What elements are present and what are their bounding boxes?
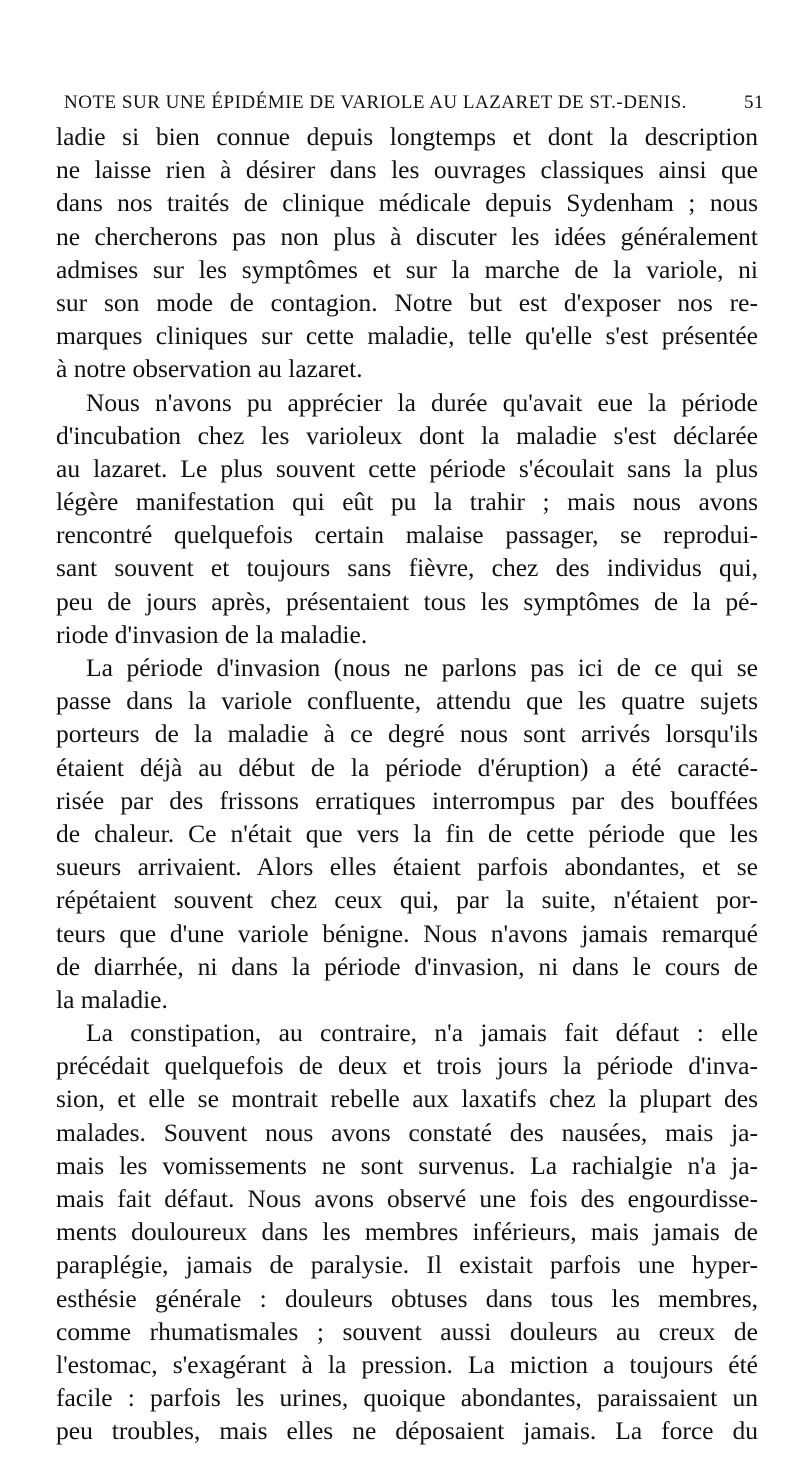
- text-line: sueurs arrivaient. Alors elles étaient parfois abondantes, et se: [56, 852, 758, 882]
- text-line: La constipation, au contraire, n'a jamais fait défaut : elle: [86, 1018, 758, 1048]
- text-line: ments douloureux dans les membres inférieurs, mais jamais de: [56, 1217, 758, 1247]
- text-line: au lazaret. Le plus souvent cette période s'écoulait sans la plus: [56, 453, 758, 483]
- text-line: étaient déjà au début de la période d'éruption) a été caracté-: [56, 752, 758, 782]
- text-line: d'incubation chez les varioleux dont la maladie s'est déclarée: [56, 420, 758, 450]
- text-line: ne laisse rien à désirer dans les ouvrages classiques ainsi que: [56, 155, 758, 185]
- text-line: admises sur les symptômes et sur la marche de la variole, ni: [56, 254, 758, 284]
- text-line: esthésie générale : douleurs obtuses dans tous les membres,: [56, 1283, 758, 1313]
- text-line: l'estomac, s'exagérant à la pression. La miction a toujours été: [56, 1349, 758, 1379]
- text-line: dans nos traités de clinique médicale depuis Sydenham ; nous: [56, 188, 758, 218]
- text-line: précédait quelquefois de deux et trois jours la période d'inva-: [56, 1051, 758, 1081]
- text-line: peu de jours après, présentaient tous les symptômes de la pé-: [56, 586, 758, 616]
- text-line: facile : parfois les urines, quoique abondantes, paraissaient un: [56, 1383, 758, 1413]
- text-line: paraplégie, jamais de paralysie. Il existait parfois une hyper-: [56, 1250, 758, 1280]
- text-line: de chaleur. Ce n'était que vers la fin de cette période que les: [56, 818, 758, 848]
- text-line: mais les vomissements ne sont survenus. La rachialgie n'a ja-: [56, 1150, 758, 1180]
- text-line: ladie si bien connue depuis longtemps et dont la description: [56, 122, 758, 151]
- document-page: [56, 88, 764, 1448]
- text-line: sion, et elle se montrait rebelle aux laxatifs chez la plupart des: [56, 1084, 758, 1114]
- text-line: porteurs de la maladie à ce degré nous sont arrivés lorsqu'ils: [56, 719, 758, 749]
- text-line: teurs que d'une variole bénigne. Nous n'avons jamais remarqué: [56, 918, 758, 948]
- header-title: NOTE SUR UNE ÉPIDÉMIE DE VARIOLE AU LAZARET DE ST.-DENIS.: [64, 92, 687, 113]
- running-header: [64, 88, 764, 118]
- text-line: légère manifestation qui eût pu la trahir ; mais nous avons: [56, 487, 758, 517]
- text-line: mais fait défaut. Nous avons observé une fois des engourdisse-: [56, 1184, 758, 1213]
- text-line: sant souvent et toujours sans fièvre, chez des individus qui,: [56, 553, 758, 583]
- text-line: passe dans la variole confluente, attendu que les quatre sujets: [56, 686, 758, 716]
- text-line: Nous n'avons pu apprécier la durée qu'avait eue la période: [86, 387, 758, 417]
- text-line: répétaient souvent chez ceux qui, par la suite, n'étaient por-: [56, 885, 758, 915]
- body-text: [56, 120, 758, 1448]
- text-line: marques cliniques sur cette maladie, telle qu'elle s'est présentée: [56, 321, 758, 351]
- text-line: riode d'invasion de la maladie.: [56, 619, 368, 649]
- text-line: rencontré quelquefois certain malaise passager, se reprodui-: [56, 520, 758, 550]
- page-number: 51: [744, 92, 764, 113]
- text-line: à notre observation au lazaret.: [56, 354, 363, 384]
- text-line: risée par des frissons erratiques interrompus par des bouffées: [56, 785, 758, 815]
- text-line: La période d'invasion (nous ne parlons pas ici de ce qui se: [86, 653, 758, 682]
- text-line: comme rhumatismales ; souvent aussi douleurs au creux de: [56, 1316, 758, 1346]
- text-line: ne chercherons pas non plus à discuter les idées généralement: [56, 221, 758, 251]
- text-line: sur son mode de contagion. Notre but est d'exposer nos re-: [56, 287, 758, 317]
- text-line: malades. Souvent nous avons constaté des nausées, mais ja-: [56, 1117, 758, 1147]
- text-line: de diarrhée, ni dans la période d'invasion, ni dans le cours de: [56, 951, 758, 981]
- text-line: la maladie.: [56, 984, 168, 1014]
- text-line: peu troubles, mais elles ne déposaient jamais. La force du: [56, 1416, 758, 1446]
